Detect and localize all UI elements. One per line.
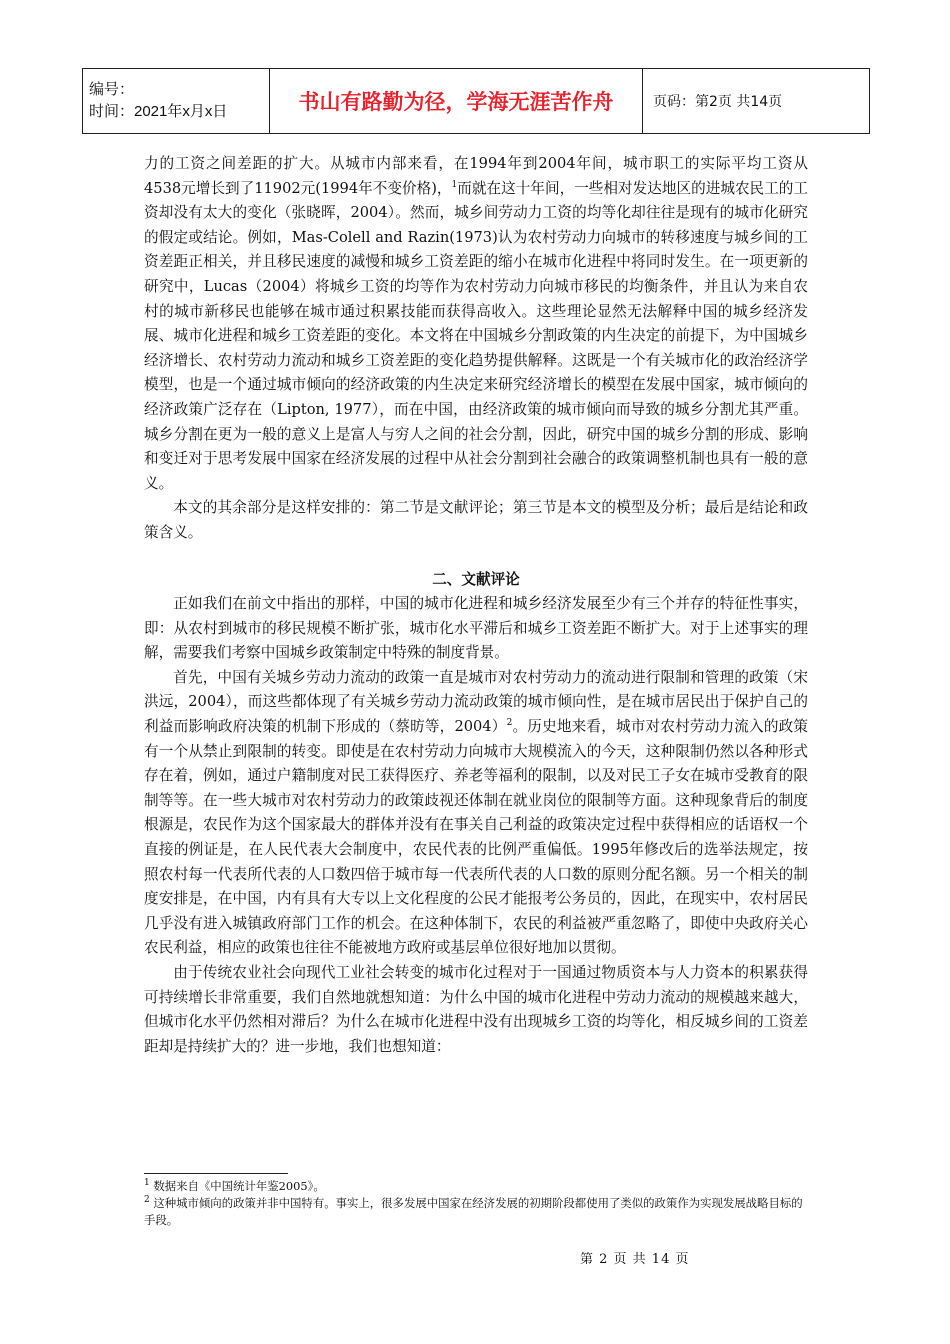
text-run: 而就在这十年间，一些相对发达地区的进城农民工的工资却没有太大的变化（张晓晖，2004）。然而，城乡间劳动力工资的均等化却往往是现有的城市化研究的假定或结论。例如，Mas-Colell and Razin(1973)认为农村劳动力向城市的转移速度与城乡间的工资差距正相关，并且移民速度的减慢和城乡工资差距的缩小在城市化进程中将同时发生。在一项更新的研究中，Lucas（2004）将城乡工资的均等作为农村劳动力向城市移民的均衡条件，并且认为来自农村的城市新移民也能够在城市通过积累技能而获得高收入。这些理论显然无法解释中国的城乡经济发展、城市化进程和城乡工资差距的变化。本文将在中国城乡分割政策的内生决定的前提下，为中国城乡经济增长、农村劳动力流动和城乡工资差距的变化趋势提供解释。这既是一个有关城市化的政治经济学模型，也是一个通过城市倾向的经济政策的内生决定来研究经济增长的模型在发展中国家，城市倾向的经济政策广泛存在（Lipton, 1977），而在中国，由经济政策的城市倾向而导致的城乡分割尤其严重。城乡分割在更为一般的意义上是富人与穷人之间的社会分割，因此，研究中国的城乡分割的形成、影响和变迁对于思考发展中国家在经济发展的过程中从社会分割到社会融合的政策调整机制也具有一般的意义。 [144, 179, 808, 492]
document-date: 时间：2021年x月x日 [89, 103, 228, 120]
footnote-divider [144, 1173, 288, 1174]
text-run: 。历史地来看，城市对农村劳动力流入的政策有一个从禁止到限制的转变。即使是在农村劳动力向城市大规模流入的今天，这种限制仍然以各种形式存在着，例如，通过户籍制度对民工获得医疗、养老等福利的限制，以及对民工子女在城市受教育的限制等等。在一些大城市对农村劳动力的政策歧视还体制在就业岗位的限制等方面。这种现象背后的制度根源是，农民作为这个国家最大的群体并没有在事关自己利益的政策决定过程中获得相应的话语权一个直接的例证是，在人民代表大会制度中，农民代表的比例严重偏低。1995年修改后的选举法规定，按照农村每一代表所代表的人口数四倍于城市每一代表所代表的人口数的原则分配名额。另一个相关的制度安排是，在中国，内有具有大专以上文化程度的公民才能报考公务员的，因此，在现实中，农村居民几乎没有进入城镇政府部门工作的机会。在这种体制下，农民的利益被严重忽略了，即使中央政府关心农民利益，相应的政策也往往不能被地方政府或基层单位很好地加以贯彻。 [144, 718, 808, 957]
paragraph [144, 152, 808, 496]
header-motto: 书山有路勤为径，学海无涯苦作舟 [270, 69, 643, 134]
section-heading: 二、文献评论 [432, 570, 520, 588]
header-meta [83, 69, 270, 134]
footnote-text: 这种城市倾向的政策并非中国特有。事实上，很多发展中国家在经济发展的初期阶段都使用了类似的政策作为实现发展战略目标的手段。 [144, 1196, 803, 1227]
header-page-number: 页码：第2页 共14页 [643, 69, 870, 134]
text-run: 力的工资之间差距的扩大。从城市内部来看，在1994年到2004年间，城市职工的实际平均工资从4538元增长到了11902元(1994年不变价格)， [144, 155, 808, 197]
document-body [144, 152, 808, 1059]
footnote-ref[interactable]: 1 [451, 179, 458, 190]
footnote [144, 1178, 808, 1195]
paragraph: 由于传统农业社会向现代工业社会转变的城市化过程对于一国通过物质资本与人力资本的积累获得可持续增长非常重要，我们自然地就想知道：为什么中国的城市化进程中劳动力流动的规模越来越大，但城市化水平仍然相对滞后？为什么在城市化进程中没有出现城乡工资的均等化，相反城乡间的工资差距却是持续扩大的？进一步地，我们也想知道： [144, 964, 808, 1055]
page-footer: 第 2 页 共 14 页 [580, 1252, 690, 1267]
footnote-text: 数据来自《中国统计年鉴2005》。 [149, 1179, 325, 1193]
paragraph: 本文的其余部分是这样安排的：第二节是文献评论；第三节是本文的模型及分析；最后是结论和政策含义。 [144, 499, 808, 541]
paragraph [144, 666, 808, 961]
footnote-ref[interactable]: 2 [506, 718, 513, 729]
footnote [144, 1195, 808, 1229]
page-header [82, 68, 870, 134]
footnote-mark: 1 [144, 1178, 150, 1189]
footnotes [144, 1178, 808, 1229]
paragraph: 正如我们在前文中指出的那样，中国的城市化进程和城乡经济发展至少有三个并存的特征性事实，即：从农村到城市的移民规模不断扩张，城市化水平滞后和城乡工资差距不断扩大。对于上述事实的理解，需要我们考察中国城乡政策制定中特殊的制度背景。 [144, 595, 808, 662]
document-number: 编号： [89, 81, 135, 98]
text-run: 首先，中国有关城乡劳动力流动的政策一直是城市对农村劳动力的流动进行限制和管理的政策（宋洪远，2004），而这些都体现了有关城乡劳动力流动政策的城市倾向性，是在城市居民出于保护自己的利益而影响政府决策的机制下形成的（蔡昉等，2004） [144, 668, 808, 736]
footnote-mark: 2 [144, 1195, 150, 1206]
